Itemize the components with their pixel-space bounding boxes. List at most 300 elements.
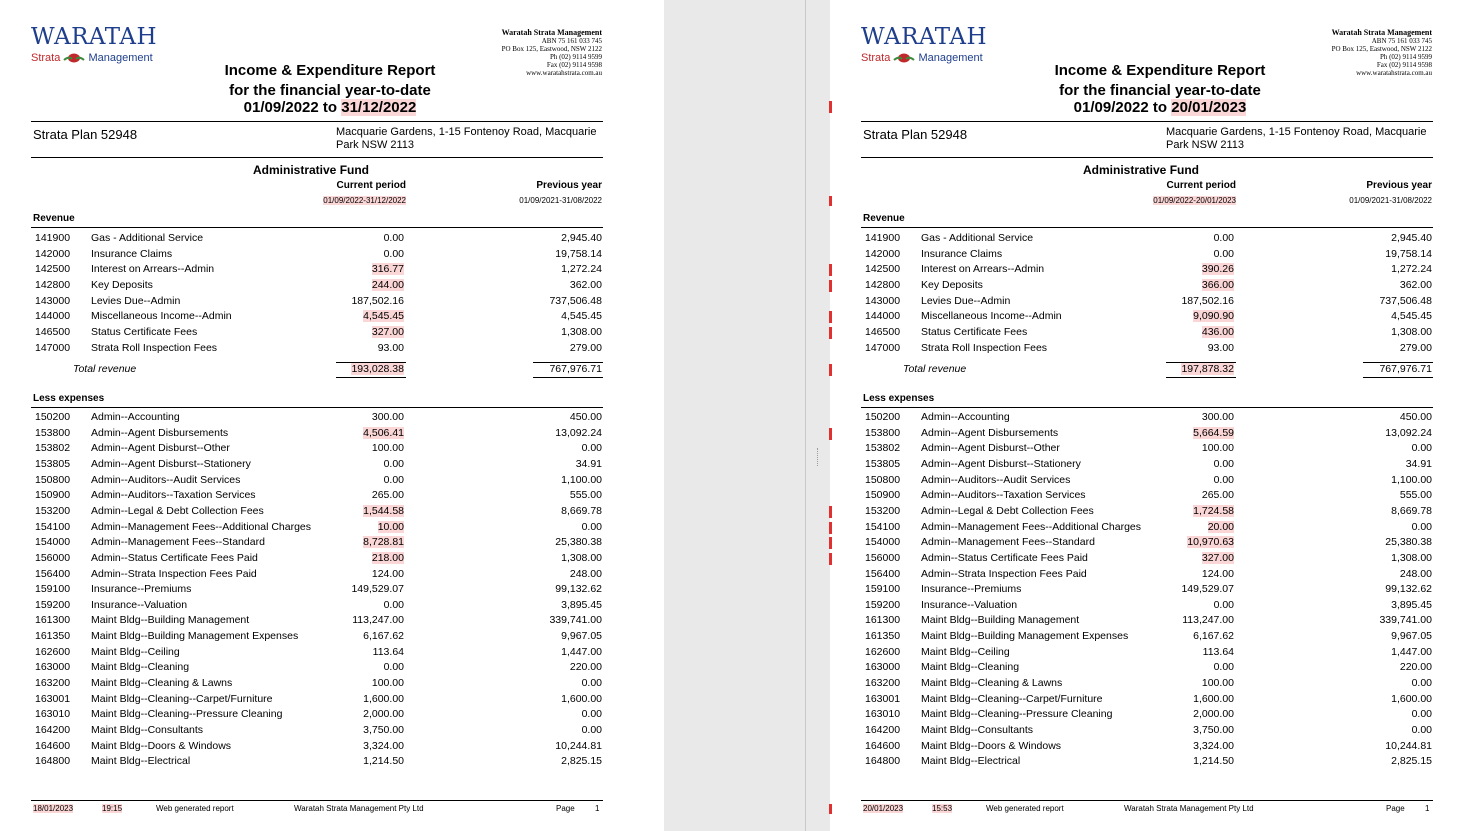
- total-current-underline: [1166, 377, 1236, 378]
- revenue-row: [0, 326, 664, 341]
- diff-marker[interactable]: [829, 804, 832, 814]
- current-amount: 100.00: [1201, 677, 1234, 690]
- previous-amount: 1,600.00: [561, 692, 602, 705]
- expense-row: [830, 740, 1473, 755]
- footer-web-generated: Web generated report: [156, 804, 234, 813]
- previous-amount: 1,447.00: [561, 645, 602, 658]
- current-amount: 124.00: [1201, 567, 1234, 580]
- expense-row: [830, 630, 1473, 645]
- date-to-word: to: [1152, 99, 1168, 116]
- previous-amount: 220.00: [569, 661, 602, 674]
- account-code: 153200: [35, 504, 71, 517]
- previous-amount: 34.91: [575, 457, 602, 470]
- account-name: Admin--Status Certificate Fees Paid: [921, 551, 1088, 564]
- previous-amount: 13,092.24: [555, 426, 602, 439]
- current-amount: 3,750.00: [363, 724, 404, 736]
- total-previous-underline: [533, 377, 603, 378]
- current-amount: 366.00: [1201, 278, 1234, 291]
- account-code: 164200: [35, 724, 71, 736]
- account-name: Admin--Accounting: [91, 411, 180, 423]
- account-code: 142800: [865, 278, 901, 291]
- account-name: Maint Bldg--Cleaning--Carpet/Furniture: [91, 692, 273, 705]
- previous-amount: 220.00: [1399, 661, 1432, 674]
- diff-marker[interactable]: [829, 264, 832, 276]
- waratah-logo: [31, 24, 171, 74]
- previous-amount: 2,825.15: [561, 755, 602, 768]
- account-code: 150200: [35, 411, 71, 423]
- diff-marker[interactable]: [829, 522, 832, 534]
- expense-row: [0, 536, 664, 551]
- current-amount: 1,724.58: [1193, 504, 1234, 517]
- account-name: Admin--Management Fees--Standard: [91, 536, 265, 549]
- account-code: 150800: [865, 473, 901, 486]
- expense-row: [0, 521, 664, 536]
- account-name: Interest on Arrears--Admin: [91, 263, 215, 276]
- current-amount: 0.00: [383, 247, 404, 260]
- current-amount: 436.00: [1201, 325, 1234, 338]
- account-code: 159200: [865, 598, 901, 611]
- current-amount: 244.00: [371, 278, 404, 291]
- expenses-divider: [861, 407, 1433, 408]
- account-name: Insurance--Premiums: [921, 583, 1022, 596]
- expense-row: [830, 505, 1473, 520]
- account-name: Maint Bldg--Building Management: [91, 614, 250, 627]
- previous-amount: 34.91: [1405, 457, 1432, 470]
- account-name: Admin--Agent Disburst--Other: [91, 442, 230, 455]
- footer-company: Waratah Strata Management Pty Ltd: [294, 804, 424, 813]
- company-abn: ABN 75 161 033 745: [1371, 37, 1432, 45]
- current-amount: 4,506.41: [363, 426, 404, 439]
- account-code: 153802: [865, 442, 901, 455]
- property-address: Macquarie Gardens, 1-15 Fontenoy Road, Macquarie Park NSW 2113: [336, 126, 597, 151]
- account-code: 150200: [865, 411, 901, 423]
- current-amount: 390.26: [1201, 263, 1234, 276]
- account-name: Maint Bldg--Doors & Windows: [921, 739, 1062, 752]
- account-name: Status Certificate Fees: [91, 325, 198, 338]
- expense-row: [0, 614, 664, 629]
- current-amount: 124.00: [371, 567, 404, 580]
- expense-row: [0, 552, 664, 567]
- account-name: Miscellaneous Income--Admin: [91, 310, 232, 323]
- account-code: 150800: [35, 473, 71, 486]
- account-name: Admin--Agent Disburst--Other: [921, 442, 1060, 455]
- report-page: [830, 0, 1473, 831]
- date-to: 20/01/2023: [1171, 99, 1247, 116]
- account-code: 161300: [35, 614, 71, 627]
- account-code: 154100: [865, 520, 901, 533]
- footer-divider: [861, 800, 1433, 801]
- previous-amount: 2,945.40: [1391, 232, 1432, 244]
- previous-amount: 13,092.24: [1385, 426, 1432, 439]
- account-code: 154100: [35, 520, 71, 533]
- account-code: 161300: [865, 614, 901, 627]
- logo-wordmark: WARATAH: [861, 24, 988, 50]
- previous-amount: 555.00: [1399, 489, 1432, 502]
- company-po-box: PO Box 125, Eastwood, NSW 2122: [501, 45, 602, 53]
- account-name: Admin--Management Fees--Additional Charges: [921, 520, 1142, 533]
- account-name: Maint Bldg--Consultants: [921, 724, 1034, 736]
- previous-amount: 0.00: [581, 724, 602, 736]
- footer-date: 20/01/2023: [863, 804, 904, 813]
- previous-amount: 450.00: [569, 411, 602, 423]
- account-name: Gas - Additional Service: [921, 232, 1034, 244]
- account-code: 142500: [35, 263, 71, 276]
- account-name: Admin--Management Fees--Additional Charges: [91, 520, 312, 533]
- expense-row: [830, 693, 1473, 708]
- previous-amount: 1,272.24: [1391, 263, 1432, 276]
- previous-amount: 0.00: [581, 677, 602, 690]
- current-amount: 8,728.81: [363, 536, 404, 549]
- revenue-row: [830, 342, 1473, 357]
- previous-amount: 3,895.45: [1391, 598, 1432, 611]
- account-name: Admin--Legal & Debt Collection Fees: [91, 504, 264, 517]
- footer-page-label: Page: [1386, 804, 1405, 813]
- account-code: 159100: [35, 583, 71, 596]
- revenue-row: [830, 295, 1473, 310]
- account-code: 163001: [865, 692, 901, 705]
- company-abn: ABN 75 161 033 745: [541, 37, 602, 45]
- current-period-range: 01/09/2022-20/01/2023: [1153, 196, 1236, 205]
- current-period-range: 01/09/2022-31/12/2022: [323, 196, 406, 205]
- previous-amount: 99,132.62: [555, 583, 602, 596]
- expense-row: [0, 458, 664, 473]
- current-amount: 6,167.62: [363, 630, 404, 643]
- fund-heading: Administrative Fund: [253, 163, 370, 177]
- previous-amount: 279.00: [569, 341, 602, 354]
- expense-row: [830, 521, 1473, 536]
- account-code: 163200: [865, 677, 901, 690]
- current-amount: 4,545.45: [363, 310, 404, 323]
- expense-row: [0, 646, 664, 661]
- total-revenue-current: 197,878.32: [1181, 363, 1234, 375]
- previous-amount: 362.00: [1399, 278, 1432, 291]
- current-amount: 265.00: [371, 489, 404, 502]
- diff-marker[interactable]: [829, 506, 832, 518]
- previous-amount: 0.00: [1411, 677, 1432, 690]
- account-code: 143000: [35, 294, 71, 307]
- previous-amount: 450.00: [1399, 411, 1432, 423]
- account-code: 142800: [35, 278, 71, 291]
- account-name: Admin--Accounting: [921, 411, 1010, 423]
- expense-row: [0, 724, 664, 739]
- date-to-word: to: [322, 99, 338, 116]
- total-current-underline: [336, 377, 406, 378]
- account-code: 163010: [865, 708, 901, 721]
- account-code: 141900: [35, 232, 71, 244]
- account-name: Maint Bldg--Building Management Expenses: [921, 630, 1129, 643]
- account-code: 164600: [35, 739, 71, 752]
- expense-row: [0, 661, 664, 676]
- account-code: 142500: [865, 263, 901, 276]
- previous-amount: 1,100.00: [561, 473, 602, 486]
- company-web: www.waratahstrata.com.au: [526, 69, 602, 77]
- account-code: 162600: [865, 645, 901, 658]
- expense-row: [830, 614, 1473, 629]
- current-amount: 3,750.00: [1193, 724, 1234, 736]
- expense-row: [0, 489, 664, 504]
- previous-amount: 25,380.38: [1385, 536, 1432, 549]
- account-name: Maint Bldg--Ceiling: [921, 645, 1010, 658]
- revenue-row: [0, 263, 664, 278]
- previous-amount: 0.00: [581, 708, 602, 721]
- diff-marker[interactable]: [829, 364, 832, 376]
- account-name: Insurance--Valuation: [91, 598, 188, 611]
- account-code: 163000: [35, 661, 71, 674]
- account-code: 163010: [35, 708, 71, 721]
- expense-row: [830, 489, 1473, 504]
- account-name: Admin--Auditors--Audit Services: [921, 473, 1071, 486]
- footer-company: Waratah Strata Management Pty Ltd: [1124, 804, 1254, 813]
- diff-marker[interactable]: [829, 196, 832, 206]
- account-name: Maint Bldg--Cleaning & Lawns: [91, 677, 233, 690]
- account-name: Insurance--Valuation: [921, 598, 1018, 611]
- expenses-heading: Less expenses: [863, 393, 935, 404]
- revenue-row: [0, 310, 664, 325]
- account-code: 146500: [865, 325, 901, 338]
- account-name: Admin--Status Certificate Fees Paid: [91, 551, 258, 564]
- previous-amount: 279.00: [1399, 341, 1432, 354]
- account-code: 147000: [35, 341, 71, 354]
- current-amount: 100.00: [371, 677, 404, 690]
- previous-amount: 4,545.45: [1391, 310, 1432, 323]
- total-revenue-label: Total revenue: [903, 363, 967, 375]
- previous-amount: 1,308.00: [561, 551, 602, 564]
- previous-amount: 339,741.00: [1379, 614, 1432, 627]
- expense-row: [830, 661, 1473, 676]
- revenue-divider: [861, 227, 1433, 228]
- account-name: Levies Due--Admin: [91, 294, 181, 307]
- previous-amount: 0.00: [1411, 724, 1432, 736]
- current-period-header: Current period: [336, 180, 406, 191]
- account-code: 162600: [35, 645, 71, 658]
- logo-strata-text: Strata: [861, 52, 891, 64]
- company-phone: Ph (02) 9114 9599: [1379, 53, 1432, 61]
- previous-amount: 1,308.00: [561, 325, 602, 338]
- right-document-pane[interactable]: [830, 0, 1473, 831]
- previous-amount: 0.00: [1411, 708, 1432, 721]
- previous-amount: 339,741.00: [549, 614, 602, 627]
- account-code: 153805: [865, 457, 901, 470]
- expense-row: [0, 583, 664, 598]
- total-revenue-label: Total revenue: [73, 363, 137, 375]
- previous-amount: 1,100.00: [1391, 473, 1432, 486]
- current-amount: 113.64: [372, 645, 404, 658]
- current-amount: 10.00: [377, 520, 404, 533]
- current-amount: 20.00: [1207, 520, 1234, 533]
- current-amount: 0.00: [383, 661, 404, 674]
- company-name: Waratah Strata Management: [501, 28, 602, 37]
- previous-amount: 4,545.45: [561, 310, 602, 323]
- expense-row: [830, 583, 1473, 598]
- account-name: Maint Bldg--Ceiling: [91, 645, 180, 658]
- expense-row: [0, 677, 664, 692]
- footer-divider: [31, 800, 603, 801]
- expense-row: [0, 442, 664, 457]
- revenue-row: [0, 342, 664, 357]
- account-code: 161350: [35, 630, 71, 643]
- expense-row: [830, 755, 1473, 770]
- revenue-row: [0, 295, 664, 310]
- expense-row: [830, 568, 1473, 583]
- previous-amount: 8,669.78: [1391, 504, 1432, 517]
- fund-heading: Administrative Fund: [1083, 163, 1200, 177]
- current-amount: 1,214.50: [363, 755, 404, 768]
- previous-amount: 0.00: [1411, 442, 1432, 455]
- header-divider: [861, 121, 1433, 122]
- account-name: Maint Bldg--Cleaning--Carpet/Furniture: [921, 692, 1103, 705]
- report-page: [0, 0, 664, 831]
- account-code: 143000: [865, 294, 901, 307]
- expenses-divider: [31, 407, 603, 408]
- account-name: Admin--Agent Disburst--Stationery: [921, 457, 1081, 470]
- current-amount: 149,529.07: [1181, 583, 1234, 596]
- current-amount: 10,970.63: [1187, 536, 1234, 549]
- expense-row: [830, 677, 1473, 692]
- total-previous-underline: [1363, 377, 1433, 378]
- expense-row: [830, 458, 1473, 473]
- account-code: 163200: [35, 677, 71, 690]
- account-name: Admin--Auditors--Audit Services: [91, 473, 241, 486]
- expense-row: [830, 536, 1473, 551]
- account-code: 159100: [865, 583, 901, 596]
- footer-date: 18/01/2023: [33, 804, 74, 813]
- current-amount: 1,600.00: [363, 692, 404, 705]
- report-subtitle: for the financial year-to-date: [229, 82, 431, 99]
- previous-amount: 2,945.40: [561, 232, 602, 244]
- previous-amount: 0.00: [581, 442, 602, 455]
- expense-row: [0, 630, 664, 645]
- expense-row: [830, 442, 1473, 457]
- current-amount: 149,529.07: [351, 583, 404, 596]
- total-revenue-previous: 767,976.71: [549, 363, 602, 375]
- current-amount: 0.00: [1213, 232, 1234, 244]
- diff-marker[interactable]: [829, 280, 832, 292]
- previous-amount: 19,758.14: [555, 247, 602, 260]
- account-name: Admin--Strata Inspection Fees Paid: [921, 567, 1087, 580]
- previous-amount: 1,272.24: [561, 263, 602, 276]
- waratah-flower-icon: [893, 53, 915, 63]
- account-code: 156000: [35, 551, 71, 564]
- previous-year-range: 01/09/2021-31/08/2022: [1349, 196, 1432, 205]
- expense-row: [830, 474, 1473, 489]
- expense-row: [0, 599, 664, 614]
- logo-management-text: Management: [918, 52, 983, 64]
- expense-row: [0, 505, 664, 520]
- revenue-row: [830, 248, 1473, 263]
- previous-amount: 0.00: [1411, 520, 1432, 533]
- account-code: 156400: [35, 567, 71, 580]
- account-code: 159200: [35, 598, 71, 611]
- account-name: Admin--Agent Disburst--Stationery: [91, 457, 251, 470]
- account-code: 164800: [35, 755, 71, 768]
- account-name: Gas - Additional Service: [91, 232, 204, 244]
- company-web: www.waratahstrata.com.au: [1356, 69, 1432, 77]
- current-amount: 0.00: [1213, 473, 1234, 486]
- diff-marker[interactable]: [829, 428, 832, 440]
- previous-amount: 555.00: [569, 489, 602, 502]
- current-amount: 265.00: [1201, 489, 1234, 502]
- expense-row: [0, 568, 664, 583]
- current-amount: 5,664.59: [1193, 426, 1234, 439]
- account-code: 156400: [865, 567, 901, 580]
- revenue-heading: Revenue: [863, 213, 905, 224]
- account-name: Maint Bldg--Cleaning & Lawns: [921, 677, 1063, 690]
- current-amount: 113,247.00: [352, 614, 404, 627]
- expense-row: [0, 411, 664, 426]
- previous-amount: 10,244.81: [555, 739, 602, 752]
- revenue-divider: [31, 227, 603, 228]
- company-fax: Fax (02) 9114 9598: [1376, 61, 1432, 69]
- account-name: Admin--Auditors--Taxation Services: [921, 489, 1086, 502]
- logo-management-text: Management: [88, 52, 153, 64]
- revenue-row: [0, 279, 664, 294]
- previous-amount: 737,506.48: [1379, 294, 1432, 307]
- account-code: 153800: [35, 426, 71, 439]
- expense-row: [830, 599, 1473, 614]
- account-name: Admin--Agent Disbursements: [91, 426, 229, 439]
- current-amount: 218.00: [371, 551, 404, 564]
- company-po-box: PO Box 125, Eastwood, NSW 2122: [1331, 45, 1432, 53]
- previous-year-header: Previous year: [536, 180, 602, 191]
- account-name: Maint Bldg--Cleaning: [921, 661, 1020, 674]
- previous-amount: 10,244.81: [1385, 739, 1432, 752]
- account-name: Miscellaneous Income--Admin: [921, 310, 1062, 323]
- account-name: Admin--Agent Disbursements: [921, 426, 1059, 439]
- account-code: 163001: [35, 692, 71, 705]
- account-name: Status Certificate Fees: [921, 325, 1028, 338]
- current-amount: 327.00: [371, 325, 404, 338]
- expense-row: [0, 474, 664, 489]
- diff-marker[interactable]: [829, 553, 832, 565]
- expense-row: [830, 646, 1473, 661]
- expense-row: [0, 427, 664, 442]
- header-divider: [31, 121, 603, 122]
- previous-amount: 2,825.15: [1391, 755, 1432, 768]
- diff-marker[interactable]: [829, 327, 832, 339]
- splitter-grip-icon[interactable]: [817, 448, 820, 466]
- account-code: 142000: [865, 247, 901, 260]
- account-name: Maint Bldg--Electrical: [91, 755, 191, 768]
- current-amount: 300.00: [1201, 411, 1234, 423]
- total-revenue-previous: 767,976.71: [1379, 363, 1432, 375]
- company-name: Waratah Strata Management: [1331, 28, 1432, 37]
- account-name: Maint Bldg--Building Management: [921, 614, 1080, 627]
- previous-amount: 3,895.45: [561, 598, 602, 611]
- diff-marker[interactable]: [829, 101, 832, 113]
- account-code: 141900: [865, 232, 901, 244]
- account-code: 142000: [35, 247, 71, 260]
- account-code: 147000: [865, 341, 901, 354]
- current-amount: 187,502.16: [351, 294, 404, 307]
- previous-amount: 8,669.78: [561, 504, 602, 517]
- diff-marker[interactable]: [829, 311, 832, 323]
- diff-marker[interactable]: [829, 537, 832, 549]
- account-name: Maint Bldg--Electrical: [921, 755, 1021, 768]
- expense-row: [830, 411, 1473, 426]
- plan-divider: [31, 157, 603, 158]
- current-period-header: Current period: [1166, 180, 1236, 191]
- previous-amount: 0.00: [581, 520, 602, 533]
- account-name: Strata Roll Inspection Fees: [91, 341, 218, 354]
- account-name: Maint Bldg--Cleaning: [91, 661, 190, 674]
- current-amount: 3,324.00: [363, 739, 404, 752]
- pane-splitter[interactable]: [805, 0, 806, 831]
- current-amount: 6,167.62: [1193, 630, 1234, 643]
- account-name: Interest on Arrears--Admin: [921, 263, 1045, 276]
- report-subtitle: for the financial year-to-date: [1059, 82, 1261, 99]
- previous-amount: 248.00: [569, 567, 602, 580]
- left-document-pane[interactable]: [0, 0, 664, 831]
